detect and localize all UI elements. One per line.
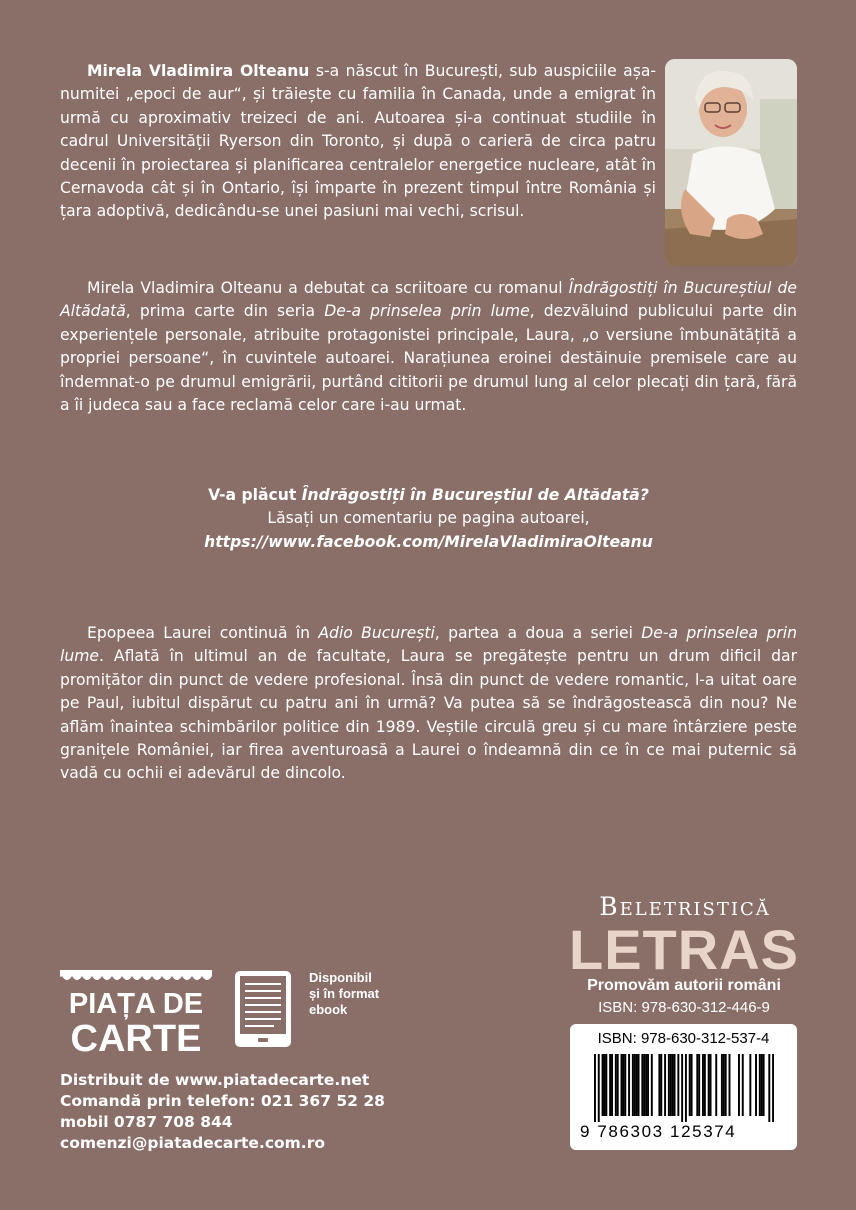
barcode-bar: [742, 1054, 744, 1116]
distributor-mobile: mobil 0787 708 844: [60, 1113, 233, 1131]
barcode-bar: [772, 1054, 774, 1122]
barcode-bar: [708, 1054, 710, 1116]
debut-text-2: , prima carte din seria: [125, 302, 325, 321]
barcode-bar: [755, 1054, 757, 1116]
barcode-bar: [611, 1054, 613, 1116]
publisher-brand: LETRAS: [569, 918, 799, 981]
barcode-bar: [636, 1054, 638, 1116]
barcode-bar: [685, 1054, 687, 1122]
ebook-availability: [309, 970, 419, 1018]
barcode-bar: [645, 1054, 647, 1116]
barcode-bar: [721, 1054, 723, 1116]
barcode-bar: [715, 1054, 717, 1116]
barcode-bar: [621, 1054, 623, 1116]
barcode-bar: [668, 1054, 670, 1116]
barcode-bar: [643, 1054, 645, 1116]
barcode-bar: [763, 1054, 765, 1116]
sequel-text-3: . Aflată în ultimul an de facultate, Laura se pregătește pentru un drum dificil dar promițător din punct de vedere profesional. Însă din punct de vedere romantic, l-a uitat oare pe Paul, iubitul dispărut cu patru ani în urmă? Va putea să se îndrăgostească din nou? Ne aflăm înaintea schimbărilor politice din 1989. Veștile circulă greu și cu mare întârziere peste granițele României, iar firea aventuroasă a Laurei o îndeamnă din ce în ce mai puternic să vadă cu ochii ei adevărul de dincolo.: [60, 647, 797, 783]
barcode-bar: [691, 1054, 693, 1116]
barcode-bar: [622, 1054, 624, 1116]
author-bio-text: s-a născut în București, sub auspiciile așa-numitei „epoci de aur“, și trăiește cu familia în Canada, unde a emigrat în urmă cu aproximativ treizeci de ani. Autoarea și-a continuat studiile în cadrul Universității Ryerson din Toronto, și după o carieră de circa patru decenii în proiectarea și planificarea centralelor energetice nucleare, atât în Cernavoda cât și în Ontario, își împarte în prezent timpul între România și țara adoptivă, dedicându-se unei pasiuni mai vechi, scrisul.: [60, 62, 656, 221]
distributor-phone: Comandă prin telefon: 021 367 52 28: [60, 1092, 385, 1110]
barcode-bar: [632, 1054, 634, 1116]
barcode-bar: [603, 1054, 605, 1116]
isbn-label: ISBN: 978-630-312-537-4: [597, 1030, 770, 1047]
sequel-paragraph: [60, 622, 797, 786]
barcode-bar: [681, 1054, 683, 1122]
cta-question: [60, 484, 797, 507]
debut-paragraph: [60, 277, 797, 417]
review-call-to-action: [60, 484, 797, 554]
barcode-bar: [696, 1054, 698, 1116]
author-facebook-link[interactable]: https://www.facebook.com/MirelaVladimiraOlteanu: [204, 532, 653, 551]
debut-text-3: , dezvăluind publicului parte din experiențele personale, atribuite protagonistei principale, Laura, „o versiune îmbunătățită a propriei persoane“, în cuvintele autoarei. Narațiunea eroinei destăinuie premisele care au îndemnat-o pe drumul emigrării, purtând cititorii pe drumul lung al celor plecați din țară, fără a îi judeca sau a face reclamă celor care i-au urmat.: [60, 302, 798, 415]
barcode-bar: [651, 1054, 653, 1116]
collection-name: Beletristică: [599, 892, 771, 921]
barcode: [594, 1054, 774, 1122]
author-bio-paragraph: [60, 60, 656, 224]
barcode-bar: [660, 1054, 662, 1116]
cta-instruction: Lăsați un comentariu pe pagina autoarei,: [267, 509, 590, 528]
barcode-bar: [624, 1054, 626, 1116]
barcode-bar: [704, 1054, 706, 1116]
author-name: Mirela Vladimira Olteanu: [87, 62, 310, 80]
barcode-bar: [677, 1054, 679, 1116]
sequel-text-2: , partea a doua a seriei: [434, 624, 642, 642]
barcode-bar: [768, 1054, 770, 1122]
debut-series-title: De-a prinselea prin lume: [324, 302, 530, 321]
barcode-bar: [609, 1054, 611, 1116]
barcode-bar: [725, 1054, 727, 1116]
barcode-bar: [594, 1054, 596, 1122]
cta-prefix: V-a plăcut: [208, 486, 302, 504]
publisher-tagline: Promovăm autorii români: [587, 977, 781, 994]
logo-line-1: PIAȚA DE: [68, 988, 204, 1020]
barcode-bar: [647, 1054, 649, 1116]
isbn-series: ISBN: 978-630-312-446-9: [598, 999, 770, 1016]
sequel-book-title: Adio București: [318, 624, 435, 642]
barcode-bar: [672, 1054, 674, 1116]
barcode-bar: [761, 1054, 763, 1116]
distributor-info: [60, 1070, 460, 1154]
barcode-bar: [602, 1054, 604, 1116]
sequel-series-title: De-a prinselea prin lume: [60, 624, 797, 666]
barcode-digits: 9 786303 125374: [580, 1122, 737, 1141]
barcode-bar: [658, 1054, 660, 1116]
ebook-line-3: ebook: [309, 1002, 348, 1017]
barcode-panel: [570, 1024, 797, 1150]
barcode-bar: [628, 1054, 630, 1116]
barcode-bar: [617, 1054, 619, 1116]
barcode-bar: [615, 1054, 617, 1116]
logo-line-2: CARTE: [70, 1018, 202, 1060]
barcode-bar: [641, 1054, 643, 1116]
ebook-line-1: Disponibil: [309, 970, 372, 985]
sequel-text-1: Epopeea Laurei continuă în: [87, 624, 319, 642]
barcode-bar: [702, 1054, 704, 1116]
barcode-bar: [689, 1054, 691, 1116]
barcode-bar: [723, 1054, 725, 1116]
distributor-email[interactable]: comenzi@piatadecarte.com.ro: [60, 1134, 325, 1152]
logo-scallop-border: [60, 970, 212, 984]
barcode-bar: [749, 1054, 751, 1116]
piata-de-carte-logo: [60, 970, 212, 1060]
barcode-bar: [670, 1054, 672, 1116]
debut-text-1: Mirela Vladimira Olteanu a debutat ca scriitoare cu romanul: [87, 279, 569, 297]
barcode-bar: [738, 1054, 740, 1116]
debut-book-title: Îndrăgostiți în Bucureștiul de Altădată: [60, 279, 797, 321]
barcode-bar: [605, 1054, 607, 1116]
barcode-bar: [759, 1054, 761, 1116]
barcode-bar: [598, 1054, 600, 1122]
barcode-bar: [664, 1054, 666, 1116]
ebook-reader-icon: [234, 970, 292, 1048]
barcode-bar: [674, 1054, 676, 1116]
author-photo: [665, 59, 797, 266]
barcode-bar: [698, 1054, 700, 1116]
barcode-bar: [710, 1054, 712, 1116]
distributor-website[interactable]: Distribuit de www.piatadecarte.net: [60, 1071, 370, 1089]
ebook-line-2: și în format: [309, 986, 380, 1001]
barcode-bar: [729, 1054, 731, 1116]
cta-book-title: Îndrăgostiți în Bucureștiul de Altădată?: [301, 486, 649, 504]
barcode-bar: [634, 1054, 636, 1116]
barcode-bar: [638, 1054, 640, 1116]
logo-text: [60, 988, 212, 1058]
